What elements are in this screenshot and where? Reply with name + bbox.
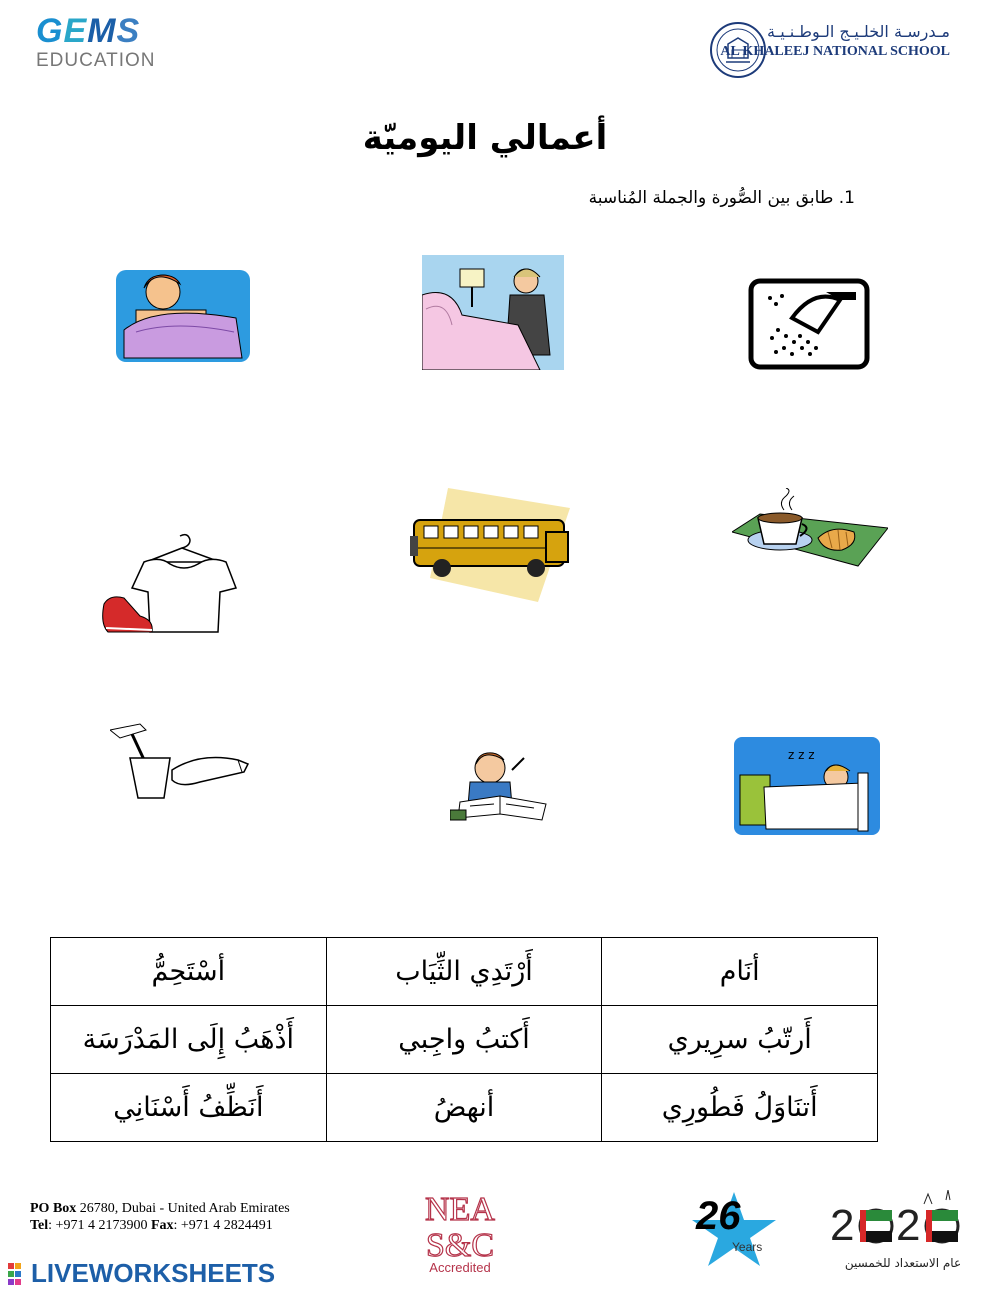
svg-text:2: 2 — [830, 1201, 855, 1250]
shower-icon — [748, 278, 870, 370]
sentence-cell[interactable]: أَرْتَدِي الثِّيَاب — [326, 938, 602, 1006]
breakfast-icon — [732, 488, 888, 568]
school-name-arabic: مـدرسـة الخلـيـج الـوطـنـيـة — [766, 22, 950, 41]
po-box-value: 26780, Dubai - United Arab Emirates — [76, 1201, 290, 1216]
page-title: أعمالي اليوميّة — [362, 118, 608, 158]
svg-text:z z z: z z z — [788, 748, 815, 762]
neasc-mark-icon — [414, 1186, 506, 1260]
school-name-english: AL KHALEEJ NATIONAL SCHOOL — [720, 44, 950, 59]
table-row — [51, 938, 878, 1006]
26-years-logo — [680, 1190, 780, 1268]
liveworksheets-badge-icon — [8, 1263, 28, 1285]
table-row — [51, 1006, 878, 1074]
neasc-accredited-logo — [414, 1186, 506, 1276]
sentence-cell[interactable]: أَذْهَبُ إِلَى المَدْرَسَة — [51, 1006, 327, 1074]
clothes-icon — [100, 532, 240, 638]
gems-education-logo — [36, 14, 166, 76]
waking-up-icon — [116, 270, 250, 362]
sentence-cell[interactable]: أَتنَاوَلُ فَطُورِي — [602, 1074, 878, 1142]
year-2020-logo — [828, 1190, 978, 1280]
sleeping-icon — [734, 737, 880, 835]
fax-label: Fax — [150, 1218, 174, 1233]
gems-logo-word: GEMS — [36, 12, 141, 50]
neasc-accredited-text: Accredited — [429, 1260, 491, 1275]
gems-logo-subtitle: EDUCATION — [36, 50, 156, 71]
table-row — [51, 1074, 878, 1142]
sentence-cell[interactable]: أَكتبُ واجِبي — [326, 1006, 602, 1074]
sentence-cell[interactable]: أنَام — [602, 938, 878, 1006]
po-box-label: PO Box — [30, 1201, 77, 1216]
sentence-cell[interactable]: أنهضُ — [326, 1074, 602, 1142]
homework-icon — [450, 748, 554, 826]
sentences-table — [50, 937, 878, 1142]
tel-label: Tel — [30, 1218, 49, 1233]
instruction-text: 1. طابق بين الصُّورة والجملة المُناسبة — [588, 188, 855, 208]
svg-text:2: 2 — [896, 1201, 921, 1250]
years-label: Years — [732, 1240, 763, 1254]
sentence-cell[interactable]: أَرتّبُ سرِيري — [602, 1006, 878, 1074]
year-2020-mark-icon — [828, 1190, 978, 1254]
liveworksheets-logo[interactable] — [8, 1258, 275, 1289]
year-2020-arabic-caption: عام الاستعداد للخمسين — [844, 1256, 962, 1270]
school-bus-icon — [410, 488, 574, 602]
years-number: 26 — [696, 1194, 741, 1238]
svg-text:NEA: NEA — [425, 1191, 495, 1228]
fax-value: : +971 4 2824491 — [173, 1218, 273, 1233]
tel-value: : +971 4 2173900 — [48, 1218, 151, 1233]
school-logo — [708, 20, 958, 84]
svg-text:S&C: S&C — [425, 1227, 495, 1260]
toothbrush-icon — [110, 722, 250, 800]
liveworksheets-text: LIVEWORKSHEETS — [31, 1258, 276, 1288]
footer-address — [30, 1200, 290, 1234]
making-bed-icon — [422, 255, 564, 370]
sentence-cell[interactable]: أَنَظِّفُ أَسْنَانِي — [51, 1074, 327, 1142]
sentence-cell[interactable]: أسْتَحِمُّ — [51, 938, 327, 1006]
